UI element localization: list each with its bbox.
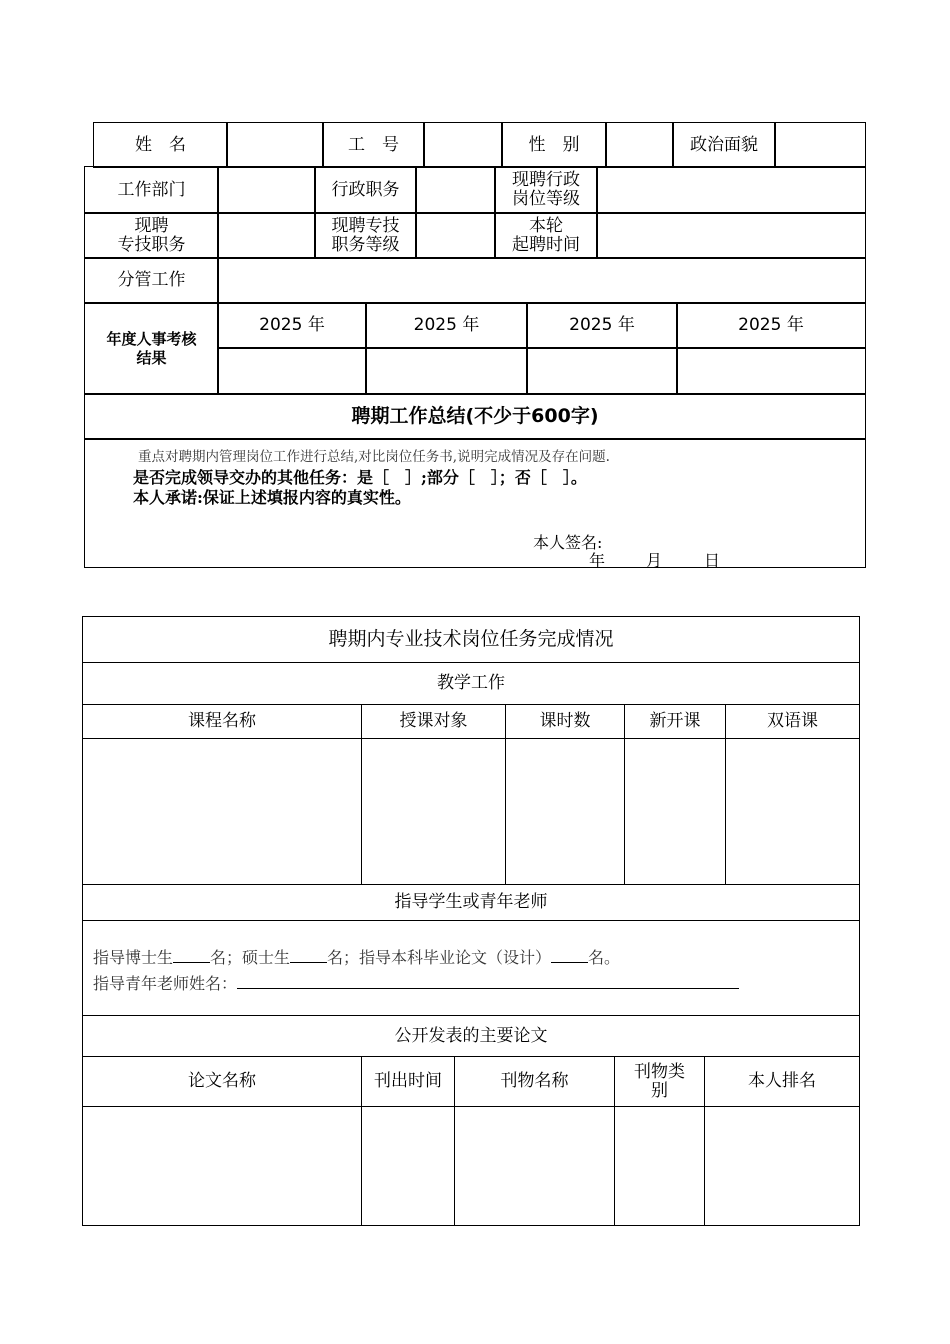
guidance-section-title: 指导学生或青年老师 <box>82 884 860 921</box>
guidance-body <box>82 920 860 1016</box>
start-time-label: 本轮 起聘时间 <box>494 212 598 259</box>
admin-post-field[interactable] <box>415 166 496 214</box>
political-field[interactable] <box>774 122 866 168</box>
tech-post-label: 现聘 专技职务 <box>84 212 219 259</box>
tech-level-label: 现聘专技 职务等级 <box>314 212 417 259</box>
form2-title: 聘期内专业技术岗位任务完成情况 <box>82 616 860 663</box>
charge-label: 分管工作 <box>84 257 219 304</box>
political-label: 政治面貌 <box>672 122 776 168</box>
name-label: 姓 名 <box>93 122 228 168</box>
tech-level-field[interactable] <box>415 212 496 259</box>
admin-post-label: 行政职务 <box>314 166 417 214</box>
teaching-cell-hours[interactable] <box>505 738 625 885</box>
signature-label: 本人签名: <box>533 533 603 552</box>
pledge-text: 本人承诺:保证上述填报内容的真实性。 <box>133 488 411 507</box>
papers-header-date: 刊出时间 <box>361 1056 455 1107</box>
papers-cell-category[interactable] <box>614 1106 705 1226</box>
dept-label: 工作部门 <box>84 166 219 214</box>
assessment-year-2: 2025 年 <box>365 302 528 349</box>
assessment-result-4[interactable] <box>676 347 866 395</box>
papers-cell-journal[interactable] <box>454 1106 615 1226</box>
summary-title: 聘期工作总结(不少于600字) <box>84 393 866 440</box>
papers-cell-date[interactable] <box>361 1106 455 1226</box>
staff-no-label: 工 号 <box>322 122 425 168</box>
teaching-cell-audience[interactable] <box>361 738 506 885</box>
papers-header-category: 刊物类 别 <box>614 1056 705 1107</box>
gender-field[interactable] <box>605 122 674 168</box>
date-day: 日 <box>704 551 721 570</box>
dept-field[interactable] <box>217 166 316 214</box>
assessment-result-1[interactable] <box>217 347 367 395</box>
teaching-header-new: 新开课 <box>624 704 726 739</box>
papers-header-title: 论文名称 <box>82 1056 362 1107</box>
teaching-header-course: 课程名称 <box>82 704 362 739</box>
papers-header-journal: 刊物名称 <box>454 1056 615 1107</box>
assessment-year-3: 2025 年 <box>526 302 678 349</box>
papers-cell-title[interactable] <box>82 1106 362 1226</box>
assessment-year-4: 2025 年 <box>676 302 866 349</box>
papers-header-rank: 本人排名 <box>704 1056 860 1107</box>
master-count-blank[interactable] <box>290 948 327 963</box>
undergrad-count-blank[interactable] <box>551 948 588 963</box>
summary-instruction: 重点对聘期内管理岗位工作进行总结,对比岗位任务书,说明完成情况及存在问题. <box>138 449 610 465</box>
papers-cell-rank[interactable] <box>704 1106 860 1226</box>
start-time-field[interactable] <box>596 212 866 259</box>
guidance-line-2: 指导青年老师姓名： <box>93 971 739 994</box>
papers-section-title: 公开发表的主要论文 <box>82 1015 860 1057</box>
guidance-line-1: 指导博士生 名；硕士生 名；指导本科毕业论文（设计） 名。 <box>93 948 621 967</box>
teaching-header-hours: 课时数 <box>505 704 625 739</box>
teaching-cell-bilingual[interactable] <box>725 738 860 885</box>
admin-level-label: 现聘行政 岗位等级 <box>494 166 598 214</box>
teaching-cell-new[interactable] <box>624 738 726 885</box>
assessment-result-3[interactable] <box>526 347 678 395</box>
charge-field[interactable] <box>217 257 866 304</box>
assessment-result-2[interactable] <box>365 347 528 395</box>
assessment-year-1: 2025 年 <box>217 302 367 349</box>
name-field[interactable] <box>226 122 324 168</box>
teaching-header-audience: 授课对象 <box>361 704 506 739</box>
date-year: 年 <box>589 551 606 570</box>
admin-level-field[interactable] <box>596 166 866 214</box>
teaching-section-title: 教学工作 <box>82 662 860 705</box>
teaching-header-bilingual: 双语课 <box>725 704 860 739</box>
gender-label: 性 别 <box>501 122 607 168</box>
young-teacher-names-blank[interactable] <box>237 974 739 989</box>
staff-no-field[interactable] <box>423 122 503 168</box>
tech-post-field[interactable] <box>217 212 316 259</box>
phd-count-blank[interactable] <box>173 948 210 963</box>
teaching-cell-course[interactable] <box>82 738 362 885</box>
date-month: 月 <box>646 551 663 570</box>
assessment-label: 年度人事考核 结果 <box>84 302 219 395</box>
other-tasks-text: 是否完成领导交办的其他任务：是［ ］;部分［ ］；否［ ］。 <box>133 468 587 487</box>
